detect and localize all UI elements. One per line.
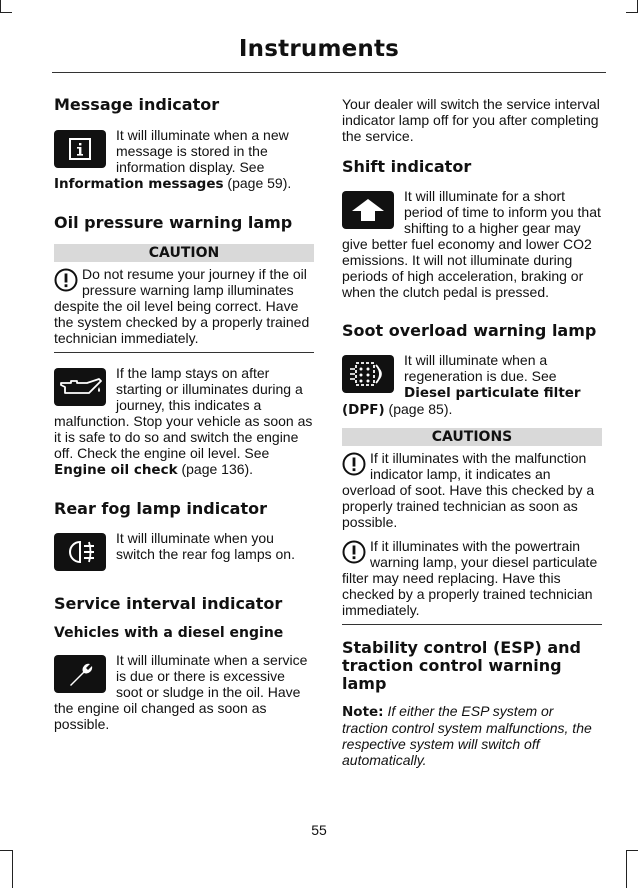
diesel-engine-subheading: Vehicles with a diesel engine <box>54 625 284 641</box>
caution-divider <box>54 352 314 353</box>
crop-mark <box>0 0 1 12</box>
crop-mark <box>12 850 13 888</box>
soot-overload-text: It will illuminate when a regeneration is due. See Diesel particulate filter (DPF) (page 85). <box>342 352 581 418</box>
warning-icon <box>342 452 366 476</box>
message-indicator-heading: Message indicator <box>54 95 220 114</box>
crop-mark <box>0 12 12 13</box>
diesel-particulate-filter-icon <box>342 355 394 393</box>
cautions-label: CAUTIONS <box>342 428 602 446</box>
oil-can-icon <box>54 368 106 406</box>
dpf-link[interactable]: Diesel particulate filter (DPF) <box>342 385 581 418</box>
title-divider <box>52 72 606 73</box>
crop-mark <box>626 850 638 851</box>
message-indicator-text: It will illuminate when a new message is stored in the information display. See Information messages (page 59). <box>54 127 292 192</box>
soot-caution-1: If it illuminates with the malfunction indicator lamp, it indicates an overload of soot. Have this checked by a properly trained technician as soon as possible. <box>342 450 595 530</box>
page-number: 55 <box>311 822 327 838</box>
left-column <box>54 96 314 732</box>
soot-caution-2: If it illuminates with the powertrain warning lamp, your diesel particulate filter may need replacing. Have this checked by a properly trained technician immediately. <box>342 538 598 618</box>
warning-icon <box>342 540 366 564</box>
shift-up-arrow-icon <box>342 191 394 229</box>
caution-label: CAUTION <box>54 244 314 262</box>
service-lamp-intro: Your dealer will switch the service interval indicator lamp off for you after completing the service. <box>342 96 600 144</box>
crop-mark <box>626 12 638 13</box>
warning-icon <box>54 268 78 292</box>
rear-fog-heading: Rear fog lamp indicator <box>54 499 268 518</box>
caution-divider <box>342 624 602 625</box>
oil-pressure-caution-text: Do not resume your journey if the oil pressure warning lamp illuminates despite the oil level being correct. Have the system checked by a properly trained technician immediately. <box>54 266 310 346</box>
crop-mark <box>626 850 627 888</box>
oil-pressure-text: If the lamp stays on after starting or illuminates during a journey, this indicates a malfunction. Stop your vehicle as soon as it is safe to do so and switch the engine off. Check the engine oil level. See Engine oil check (page 136). <box>54 365 313 478</box>
stability-note: Note: If either the ESP system or traction control system malfunctions, the respective system will switch off automatically. <box>342 703 592 768</box>
shift-indicator-text: It will illuminate for a short period of time to inform you that shifting to a higher gear may give better fuel economy and lower CO2 emissions. It will not illuminate during periods of high acceleration, braking or when the clutch pedal is pressed. <box>342 188 601 300</box>
info-icon <box>54 130 106 168</box>
service-interval-text: It will illuminate when a service is due or there is excessive soot or sludge in the oil. Have the engine oil changed as soon as possible. <box>54 652 308 732</box>
soot-overload-heading: Soot overload warning lamp <box>342 321 597 340</box>
stability-control-heading: Stability control (ESP) and traction control warning lamp <box>342 638 581 693</box>
engine-oil-check-link[interactable]: Engine oil check <box>54 462 178 478</box>
shift-indicator-heading: Shift indicator <box>342 157 472 176</box>
service-interval-heading: Service interval indicator <box>54 594 283 613</box>
right-column <box>342 96 602 768</box>
oil-pressure-heading: Oil pressure warning lamp <box>54 213 293 232</box>
information-messages-link[interactable]: Information messages <box>54 176 224 192</box>
crop-mark <box>0 850 12 851</box>
rear-fog-lamp-icon <box>54 533 106 571</box>
page-title: Instruments <box>238 36 400 62</box>
rear-fog-text: It will illuminate when you switch the rear fog lamps on. <box>116 530 295 562</box>
wrench-icon <box>54 655 106 693</box>
